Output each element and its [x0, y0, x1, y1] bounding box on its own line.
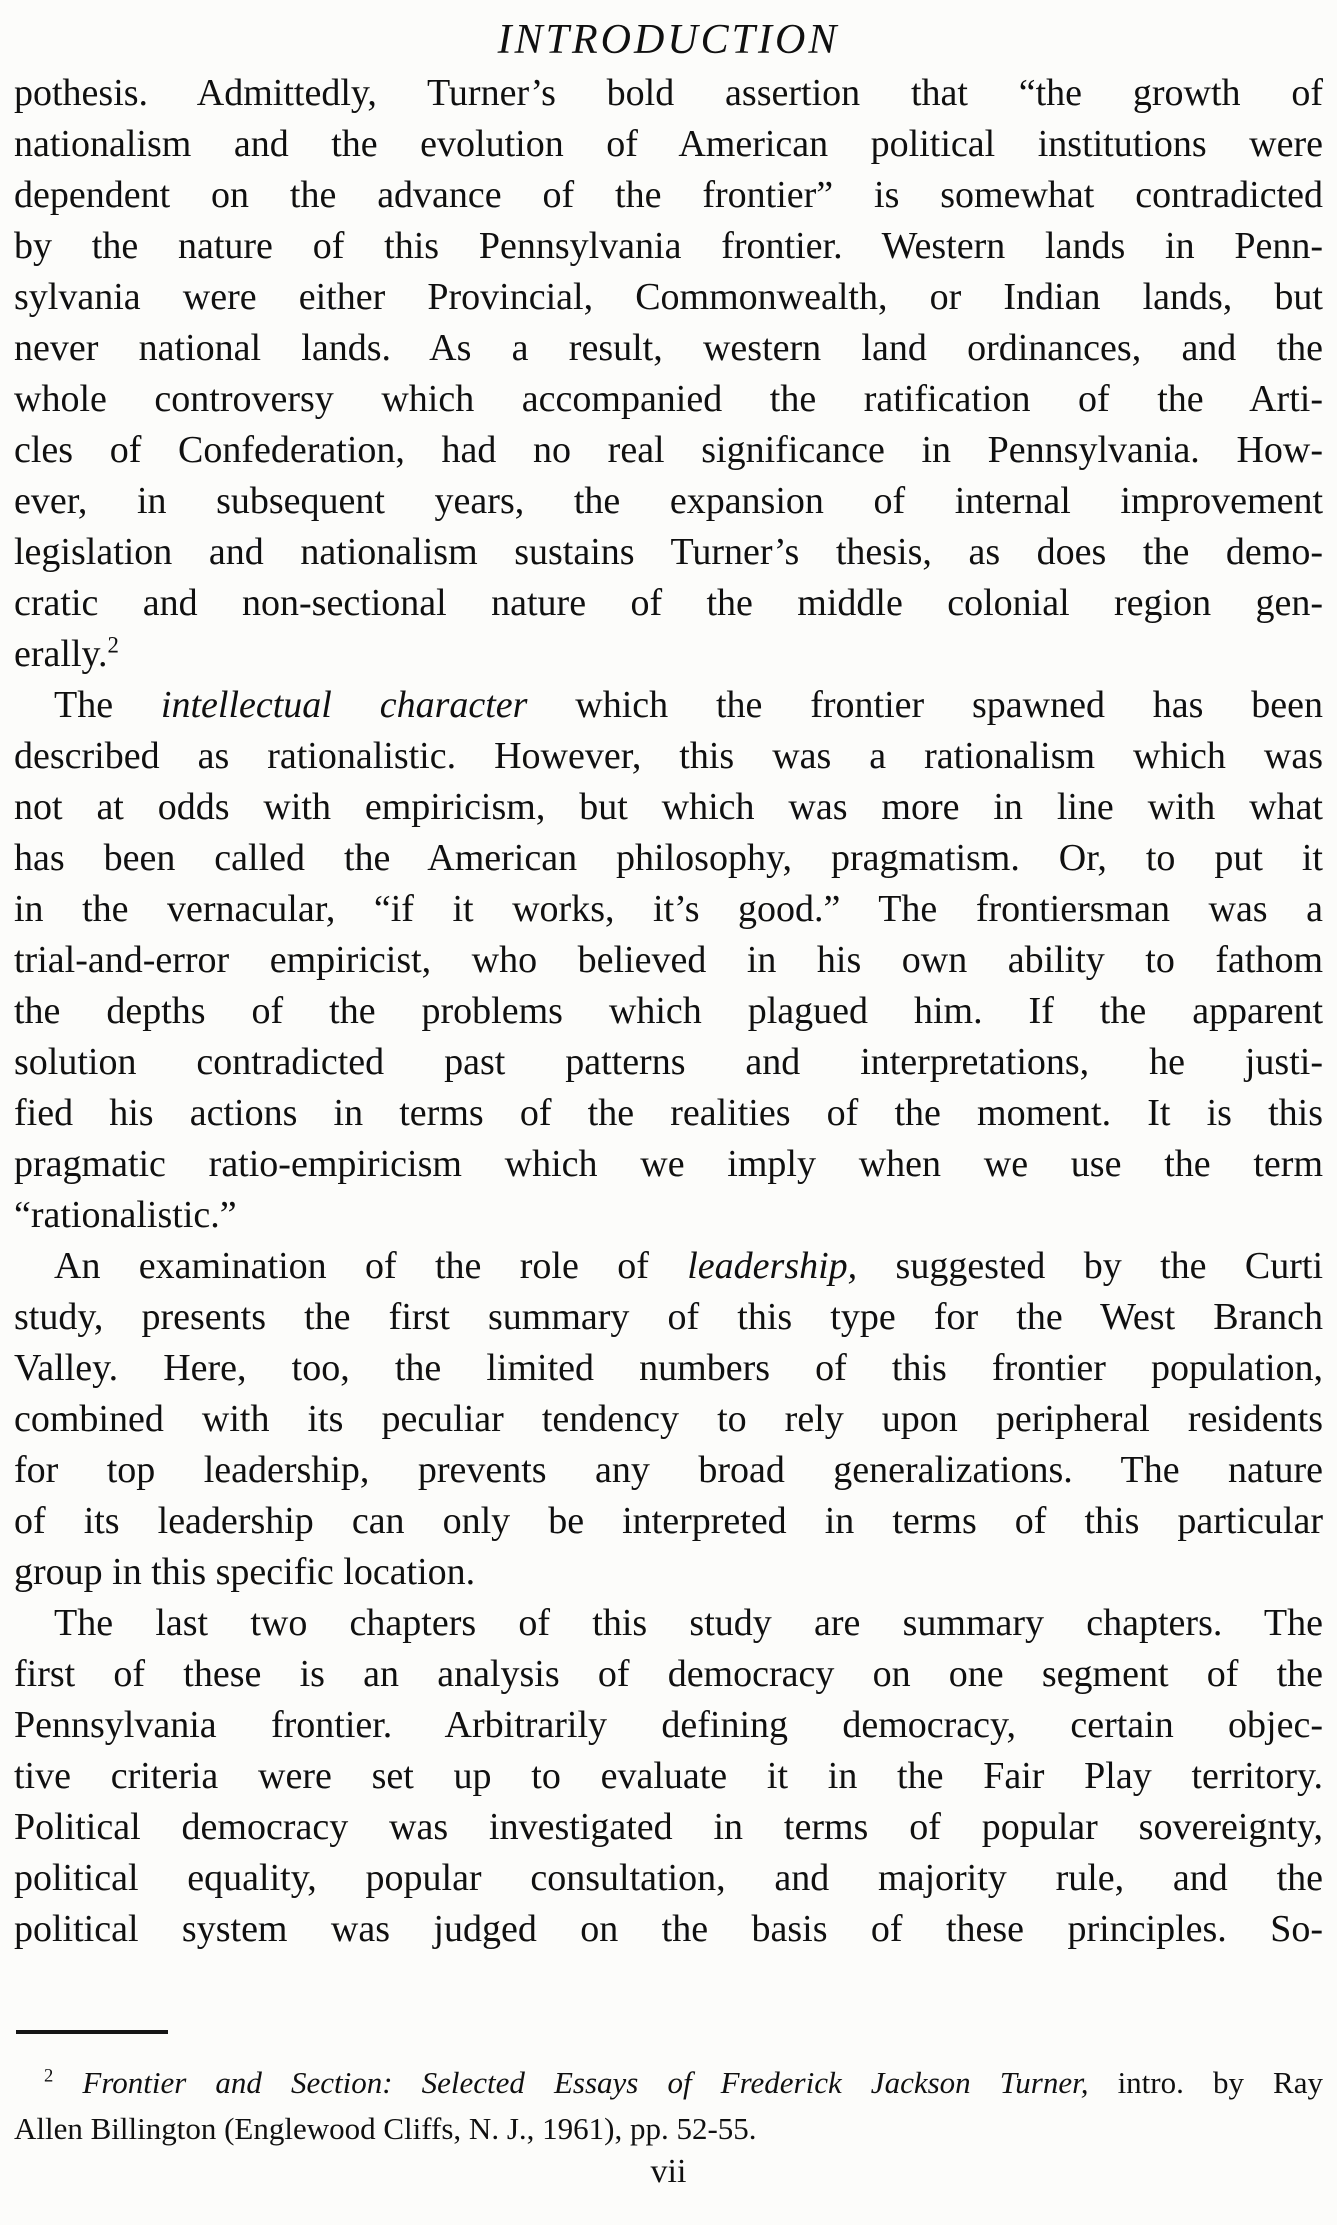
text-line: nationalism and the evolution of American political institutions were	[14, 123, 1323, 165]
text-line	[14, 680, 1323, 731]
text-line: has been called the American philosophy, pragmatism. Or, to put it	[14, 837, 1323, 879]
text-segment: Frontier and Section: Selected Essays of Frederick Jackson Turner,	[82, 2065, 1089, 2100]
text-line: for top leadership, prevents any broad generalizations. The nature	[14, 1449, 1323, 1491]
superscript: 2	[44, 2065, 54, 2087]
text-line: cratic and non-sectional nature of the middle colonial region gen-	[14, 582, 1323, 624]
text-line: the depths of the problems which plagued him. If the apparent	[14, 990, 1323, 1032]
footnote	[14, 2060, 1323, 2152]
text-line: of its leadership can only be interpreted in terms of this particular	[14, 1500, 1323, 1542]
text-line: never national lands. As a result, western land ordinances, and the	[14, 327, 1323, 369]
text-line	[14, 2060, 1323, 2106]
text-segment: suggested by the Curti	[857, 1245, 1323, 1287]
text-line: political system was judged on the basis of these principles. So-	[14, 1908, 1323, 1950]
text-line: whole controversy which accompanied the ratification of the Arti-	[14, 378, 1323, 420]
text-segment: An examination of the role of	[54, 1245, 688, 1287]
text-line: pragmatic ratio-empiricism which we imply when we use the term	[14, 1143, 1323, 1185]
text-line: The last two chapters of this study are summary chapters. The	[54, 1602, 1323, 1644]
text-line: sylvania were either Provincial, Commonwealth, or Indian lands, but	[14, 276, 1323, 318]
text-line: fied his actions in terms of the realities of the moment. It is this	[14, 1092, 1323, 1134]
text-line: described as rationalistic. However, this was a rationalism which was	[14, 735, 1323, 777]
text-segment: intro. by Ray	[1088, 2065, 1323, 2100]
text-line: dependent on the advance of the frontier” is somewhat contradicted	[14, 174, 1323, 216]
text-segment: The	[54, 684, 161, 726]
text-line: not at odds with empiricism, but which was more in line with what	[14, 786, 1323, 828]
text-line: Valley. Here, too, the limited numbers of this frontier population,	[14, 1347, 1323, 1389]
text-line: pothesis. Admittedly, Turner’s bold assertion that “the growth of	[14, 72, 1323, 114]
text-line: trial-and-error empiricist, who believed in his own ability to fathom	[14, 939, 1323, 981]
text-line: combined with its peculiar tendency to rely upon peripheral residents	[14, 1398, 1323, 1440]
text-line: ever, in subsequent years, the expansion of internal improvement	[14, 480, 1323, 522]
superscript: 2	[107, 632, 119, 658]
text-segment: erally.	[14, 633, 108, 675]
text-line: solution contradicted past patterns and interpretations, he justi-	[14, 1041, 1323, 1083]
text-line: legislation and nationalism sustains Turner’s thesis, as does the demo-	[14, 531, 1323, 573]
footnote-rule	[16, 2030, 168, 2034]
text-line	[14, 629, 1323, 680]
text-line: cles of Confederation, had no real significance in Pennsylvania. How-	[14, 429, 1323, 471]
text-line: study, presents the first summary of this type for the West Branch	[14, 1296, 1323, 1338]
text-segment: which the frontier spawned has been	[527, 684, 1323, 726]
text-line: tive criteria were set up to evaluate it in the Fair Play territory.	[14, 1755, 1323, 1797]
text-line: “rationalistic.”	[14, 1194, 237, 1236]
text-line: by the nature of this Pennsylvania frontier. Western lands in Penn-	[14, 225, 1323, 267]
text-line: first of these is an analysis of democracy on one segment of the	[14, 1653, 1323, 1695]
text-segment	[53, 2065, 82, 2100]
text-line: in the vernacular, “if it works, it’s good.” The frontiersman was a	[14, 888, 1323, 930]
text-line: political equality, popular consultation, and majority rule, and the	[14, 1857, 1323, 1899]
body-text	[14, 68, 1323, 1955]
text-line: Political democracy was investigated in terms of popular sovereignty,	[14, 1806, 1323, 1848]
page-number: vii	[650, 2153, 687, 2190]
text-line: Pennsylvania frontier. Arbitrarily defining democracy, certain objec-	[14, 1704, 1323, 1746]
text-line	[14, 1241, 1323, 1292]
page-title: INTRODUCTION	[497, 17, 840, 63]
text-line: group in this specific location.	[14, 1551, 476, 1593]
text-segment: leadership,	[687, 1245, 858, 1287]
text-line: Allen Billington (Englewood Cliffs, N. J., 1961), pp. 52-55.	[14, 2111, 757, 2146]
text-segment: intellectual character	[160, 684, 528, 726]
